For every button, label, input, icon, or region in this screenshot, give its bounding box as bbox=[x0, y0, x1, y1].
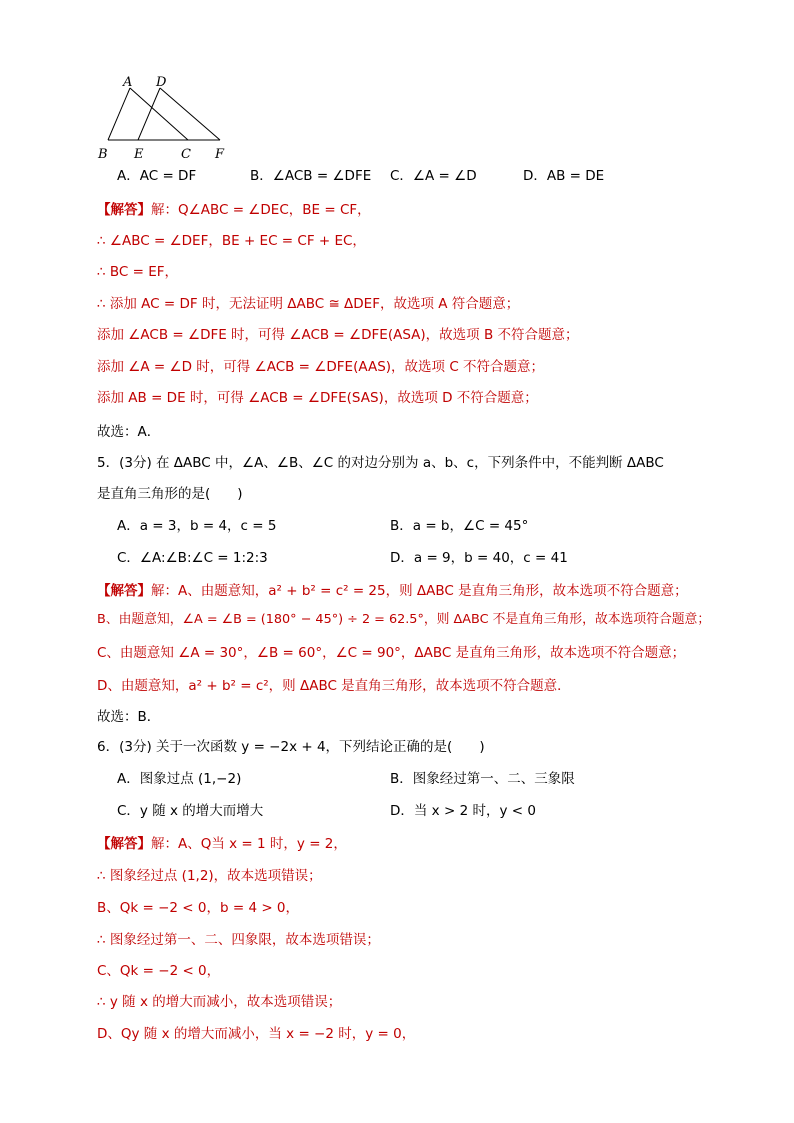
q6-option-b: B．图象经过第一、二、三象限 bbox=[390, 771, 575, 787]
q6-answer-line-2: ∴ 图象经过点 (1,2)，故本选项错误； bbox=[97, 868, 322, 884]
q5-option-d: D．a = 9，b = 40，c = 41 bbox=[390, 550, 568, 566]
q6-answer-line-3: B、Qk = −2 < 0，b = 4 > 0， bbox=[97, 900, 300, 916]
q6-answer-text-1: 解：A、Q当 x = 1 时，y = 2， bbox=[151, 836, 347, 852]
answer-tag: 【解答】 bbox=[97, 836, 151, 852]
q5-stem-line-2: 是直角三角形的是( ) bbox=[97, 486, 243, 502]
q4-option-c: C．∠A = ∠D bbox=[390, 168, 477, 184]
label-B: B bbox=[98, 147, 108, 162]
triangle-figure bbox=[92, 72, 242, 162]
q4-answer-line-2: ∴ ∠ABC = ∠DEF，BE + EC = CF + EC， bbox=[97, 233, 366, 249]
q6-answer-line-4: ∴ 图象经过第一、二、四象限，故本选项错误； bbox=[97, 932, 380, 948]
q6-answer-line-6: ∴ y 随 x 的增大而减小，故本选项错误； bbox=[97, 994, 342, 1010]
q4-answer-line-6: 添加 ∠A = ∠D 时，可得 ∠ACB = ∠DFE(AAS)，故选项 C 不符合题意； bbox=[97, 359, 545, 375]
q5-option-a: A．a = 3，b = 4，c = 5 bbox=[117, 518, 277, 534]
q6-stem: 6．(3分) 关于一次函数 y = −2x + 4，下列结论正确的是( ) bbox=[97, 739, 485, 755]
q5-answer-line-4: D、由题意知，a² + b² = c²，则 ΔABC 是直角三角形，故本选项不符合题意． bbox=[97, 678, 571, 694]
q4-answer-text-1: 解：Q∠ABC = ∠DEC，BE = CF， bbox=[151, 202, 371, 218]
label-E: E bbox=[134, 147, 144, 162]
q4-option-b: B．∠ACB = ∠DFE bbox=[250, 168, 372, 184]
segment-AC bbox=[130, 88, 188, 140]
q6-option-c: C．y 随 x 的增大而增大 bbox=[117, 803, 264, 819]
q5-answer-text-1: 解：A、由题意知，a² + b² = c² = 25，则 ΔABC 是直角三角形，故本选项不符合题意； bbox=[151, 583, 688, 599]
q4-answer-line-4: ∴ 添加 AC = DF 时，无法证明 ΔABC ≅ ΔDEF，故选项 A 符合题意； bbox=[97, 296, 520, 312]
q5-stem-line-1: 5．(3分) 在 ΔABC 中，∠A、∠B、∠C 的对边分别为 a、b、c，下列条件中，不能判断 ΔABC bbox=[97, 455, 664, 471]
segment-AB bbox=[108, 88, 130, 140]
q6-answer-line-5: C、Qk = −2 < 0， bbox=[97, 963, 221, 979]
label-D: D bbox=[156, 75, 167, 90]
answer-tag: 【解答】 bbox=[97, 583, 151, 599]
q5-answer-line-1 bbox=[97, 581, 688, 601]
q4-option-d: D．AB = DE bbox=[523, 168, 605, 184]
label-C: C bbox=[181, 147, 191, 162]
label-A: A bbox=[123, 75, 133, 90]
q4-answer-line-5: 添加 ∠ACB = ∠DFE 时，可得 ∠ACB = ∠DFE(ASA)，故选项 B 不符合题意； bbox=[97, 327, 579, 343]
segment-DE bbox=[138, 88, 160, 140]
q5-option-b: B．a = b，∠C = 45° bbox=[390, 518, 529, 534]
q4-answer-line-1 bbox=[97, 200, 371, 220]
q4-choice: 故选：A． bbox=[97, 424, 161, 440]
label-F: F bbox=[215, 147, 225, 162]
q5-answer-line-3: C、由题意知 ∠A = 30°，∠B = 60°，∠C = 90°，ΔABC 是直角三角形，故本选项不符合题意； bbox=[97, 645, 686, 661]
q4-option-a: A．AC = DF bbox=[117, 168, 197, 184]
q6-answer-line-1 bbox=[97, 834, 347, 854]
q5-answer-line-2: B、由题意知，∠A = ∠B = (180° − 45°) ÷ 2 = 62.5°，则 ΔABC 不是直角三角形，故本选项符合题意； bbox=[97, 612, 711, 627]
q6-option-a: A．图象过点 (1,−2) bbox=[117, 771, 242, 787]
q5-option-c: C．∠A:∠B:∠C = 1:2:3 bbox=[117, 550, 268, 566]
q4-answer-line-7: 添加 AB = DE 时，可得 ∠ACB = ∠DFE(SAS)，故选项 D 不符合题意； bbox=[97, 390, 538, 406]
q4-answer-line-3: ∴ BC = EF， bbox=[97, 264, 179, 280]
q6-answer-line-7: D、Qy 随 x 的增大而减小，当 x = −2 时，y = 0， bbox=[97, 1026, 416, 1042]
segment-DF bbox=[160, 88, 220, 140]
answer-tag: 【解答】 bbox=[97, 202, 151, 218]
q5-choice: 故选：B． bbox=[97, 709, 161, 725]
q6-option-d: D．当 x > 2 时，y < 0 bbox=[390, 803, 536, 819]
